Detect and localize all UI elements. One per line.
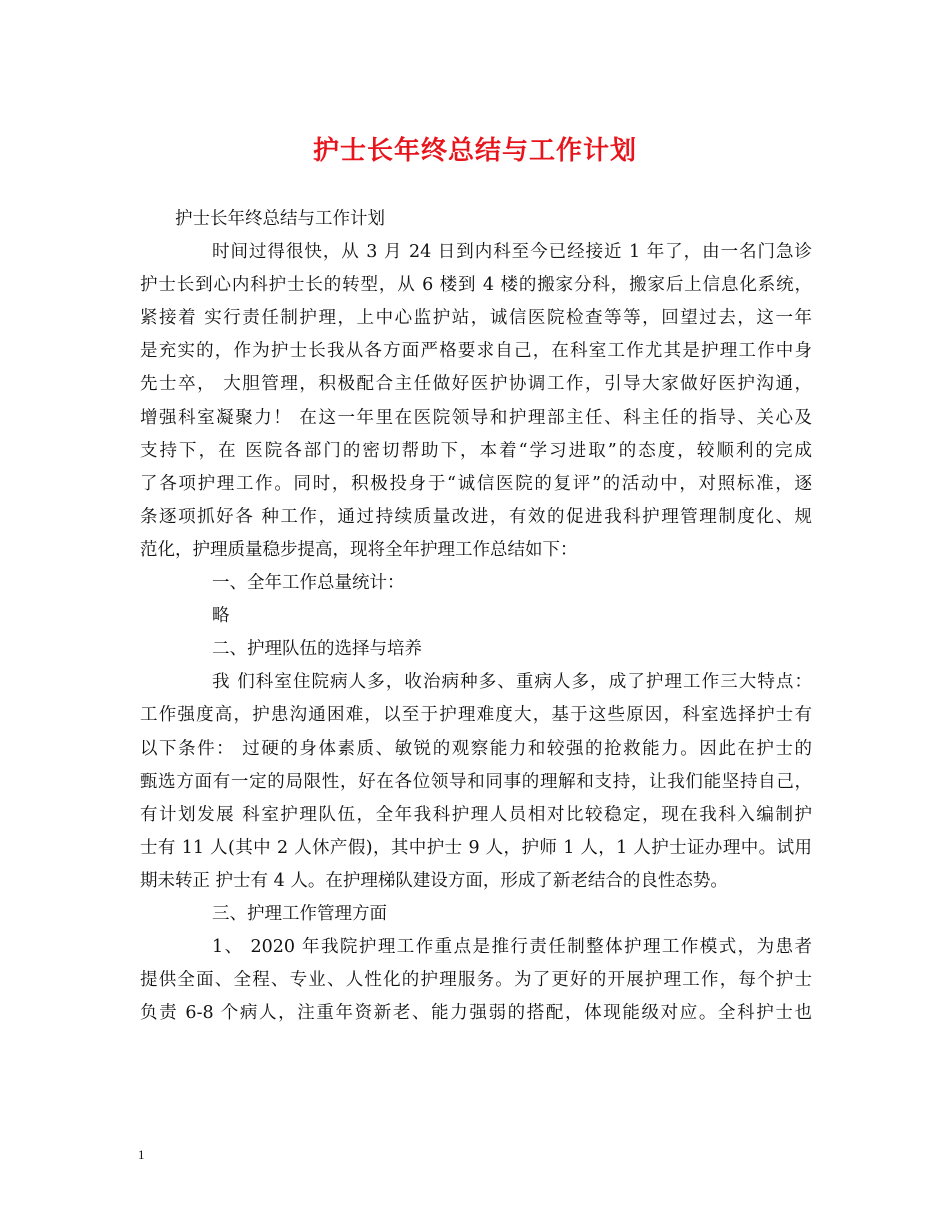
text-line: 范化，护理质量稳步提高，现将全年护理工作总结如下： bbox=[140, 539, 578, 560]
text-line: 条逐项抓好各 种工作，通过持续质量改进，有效的促进我科护理管理制度化、规 bbox=[140, 506, 812, 527]
section-1-body: 略 bbox=[212, 606, 230, 627]
text-line: 1、 2020 年我院护理工作重点是推行责任制整体护理工作模式，为患者 bbox=[212, 937, 812, 958]
intro-paragraph bbox=[140, 236, 812, 567]
text-line: 我 们科室住院病人多，收治病种多、重病人多，成了护理工作三大特点： bbox=[212, 672, 812, 693]
text-line: 有计划发展 科室护理队伍，全年我科护理人员相对比较稳定，现在我科入编制护 bbox=[140, 804, 812, 825]
text-line: 负责 6-8 个病人，注重年资新老、能力强弱的搭配，体现能级对应。全科护士也 bbox=[140, 1003, 812, 1024]
text-line: 了各项护理工作。同时，积极投身于“诚信医院的复评”的活动中，对照标准，逐 bbox=[140, 473, 812, 494]
section-2-paragraph bbox=[140, 666, 812, 898]
text-line: 是充实的，作为护士长我从各方面严格要求自己，在科室工作尤其是护理工作中身 bbox=[140, 341, 812, 362]
text-line: 先士卒， 大胆管理，积极配合主任做好医护协调工作，引导大家做好医护沟通， bbox=[140, 374, 812, 395]
page-number: 1 bbox=[138, 1147, 145, 1162]
text-line: 时间过得很快，从 3 月 24 日到内科至今已经接近 1 年了，由一名门急诊 bbox=[212, 242, 812, 263]
document-title: 护士长年终总结与工作计划 bbox=[312, 136, 637, 166]
section-1-heading: 一、全年工作总量统计： bbox=[212, 573, 405, 594]
text-line: 工作强度高，护患沟通困难，以至于护理难度大，基于这些原因，科室选择护士有 bbox=[140, 705, 812, 726]
section-2-heading: 二、护理队伍的选择与培养 bbox=[212, 639, 422, 660]
document-body bbox=[140, 203, 812, 1030]
text-line: 紧接着 实行责任制护理，上中心监护站，诚信医院检查等等，回望过去，这一年 bbox=[140, 308, 812, 329]
text-line: 以下条件： 过硬的身体素质、敏锐的观察能力和较强的抢救能力。因此在护士的 bbox=[140, 738, 812, 759]
text-line: 护士长到心内科护士长的转型，从 6 楼到 4 楼的搬家分科，搬家后上信息化系统， bbox=[140, 275, 812, 296]
text-line: 期未转正 护士有 4 人。在护理梯队建设方面，形成了新老结合的良性态势。 bbox=[140, 870, 728, 891]
text-line: 提供全面、全程、专业、人性化的护理服务。为了更好的开展护理工作，每个护士 bbox=[140, 970, 812, 991]
section-3-heading: 三、护理工作管理方面 bbox=[212, 903, 387, 924]
text-line: 支持下，在 医院各部门的密切帮助下，本着“学习进取”的态度，较顺利的完成 bbox=[140, 440, 812, 461]
text-line: 士有 11 人(其中 2 人休产假)，其中护士 9 人，护师 1 人，1 人护士证办理中。试用 bbox=[140, 837, 812, 858]
text-line: 增强科室凝聚力！ 在这一年里在医院领导和护理部主任、科主任的指导、关心及 bbox=[140, 407, 812, 428]
document-subtitle: 护士长年终总结与工作计划 bbox=[175, 209, 385, 229]
section-3-paragraph bbox=[140, 931, 812, 1030]
text-line: 甄选方面有一定的局限性，好在各位领导和同事的理解和支持，让我们能坚持自己， bbox=[140, 771, 812, 792]
